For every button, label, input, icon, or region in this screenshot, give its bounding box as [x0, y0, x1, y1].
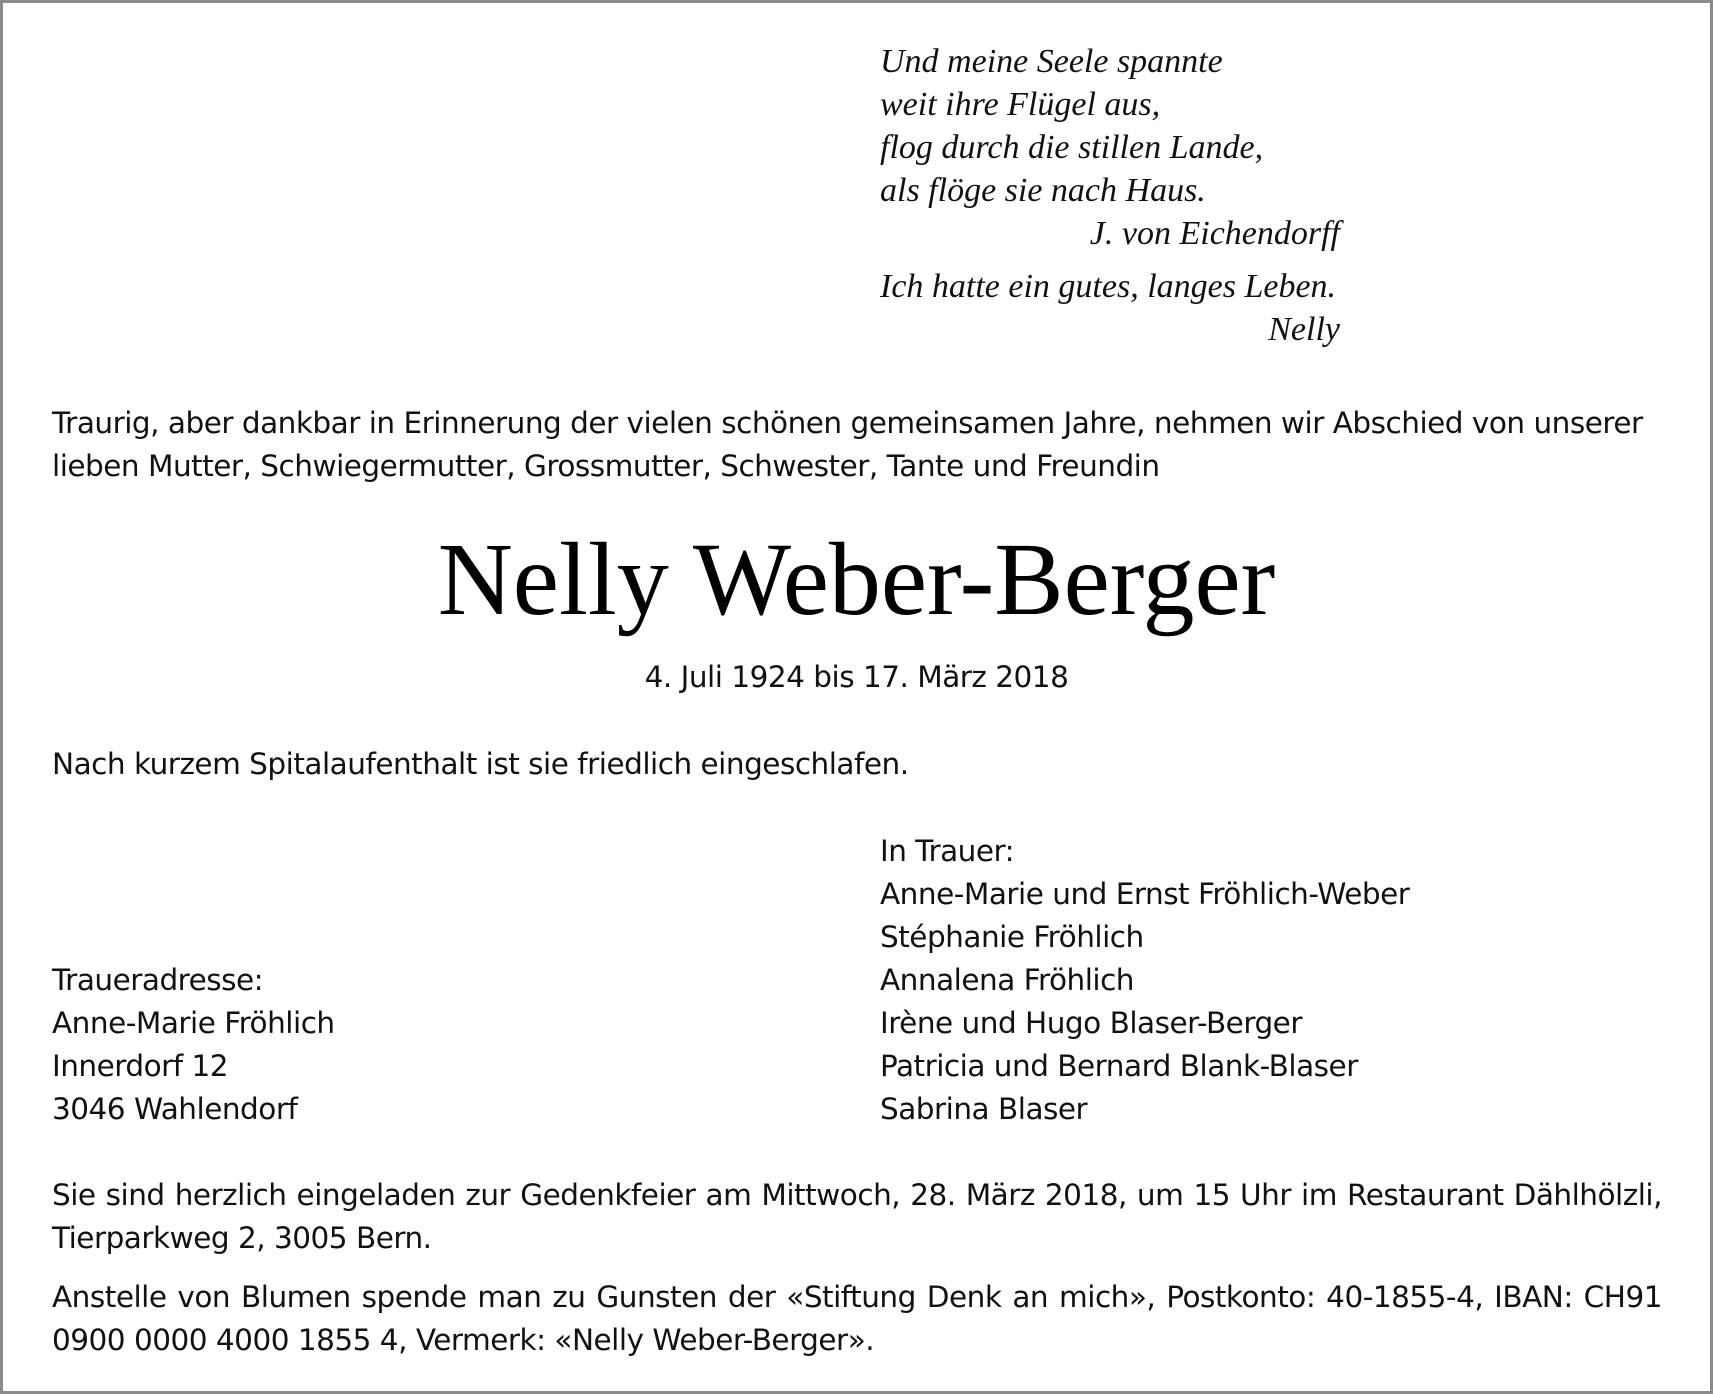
- poem-author: J. von Eichendorff: [1089, 215, 1340, 252]
- donation-note: Anstelle von Blumen spende man zu Gunsten der «Stiftung Denk an mich», Postkonto: 40-1855-4, IBAN: CH91 0900 0000 4000 1855 4, Vermerk: «Nelly Weber-Berger».: [52, 1280, 1662, 1357]
- intro-text: Traurig, aber dankbar in Erinnerung der vielen schönen gemeinsamen Jahre, nehmen wir Abschied von unserer lieben Mutter, Schwiegermutter, Grossmutter, Schwester, Tante und Freundin: [52, 406, 1643, 483]
- poem-block: [880, 40, 1340, 351]
- mourner-name: Sabrina Blaser: [880, 1092, 1088, 1126]
- memorial-invitation: Sie sind herzlich eingeladen zur Gedenkfeier am Mittwoch, 28. März 2018, um 15 Uhr im Restaurant Dählhölzli, Tierparkweg 2, 3005 Bern.: [52, 1178, 1662, 1255]
- poem-line: weit ihre Flügel aus,: [880, 86, 1161, 123]
- mourning-address: [52, 959, 335, 1131]
- mourner-name: Stéphanie Fröhlich: [880, 920, 1144, 954]
- deceased-name: Nelly Weber-Berger: [437, 522, 1276, 637]
- quote-author: Nelly: [1268, 311, 1340, 348]
- poem-line: Und meine Seele spannte: [880, 43, 1223, 80]
- poem-line: flog durch die stillen Lande,: [880, 129, 1264, 166]
- passing-text: Nach kurzem Spitalaufenthalt ist sie friedlich eingeschlafen.: [52, 747, 909, 781]
- life-dates: 4. Juli 1924 bis 17. März 2018: [644, 660, 1069, 694]
- address-street: Innerdorf 12: [52, 1049, 229, 1083]
- address-name: Anne-Marie Fröhlich: [52, 1006, 335, 1040]
- mourner-name: Annalena Fröhlich: [880, 963, 1135, 997]
- address-city: 3046 Wahlendorf: [52, 1092, 298, 1126]
- mourner-name: Anne-Marie und Ernst Fröhlich-Weber: [880, 877, 1410, 911]
- mourner-name: Irène und Hugo Blaser-Berger: [880, 1006, 1302, 1040]
- mourners-list: [880, 830, 1409, 1131]
- address-heading: Traueradresse:: [52, 963, 264, 997]
- mourners-heading: In Trauer:: [880, 834, 1015, 868]
- poem-line: als flöge sie nach Haus.: [880, 172, 1206, 209]
- mourner-name: Patricia und Bernard Blank-Blaser: [880, 1049, 1358, 1083]
- personal-quote: Ich hatte ein gutes, langes Leben.: [880, 268, 1337, 305]
